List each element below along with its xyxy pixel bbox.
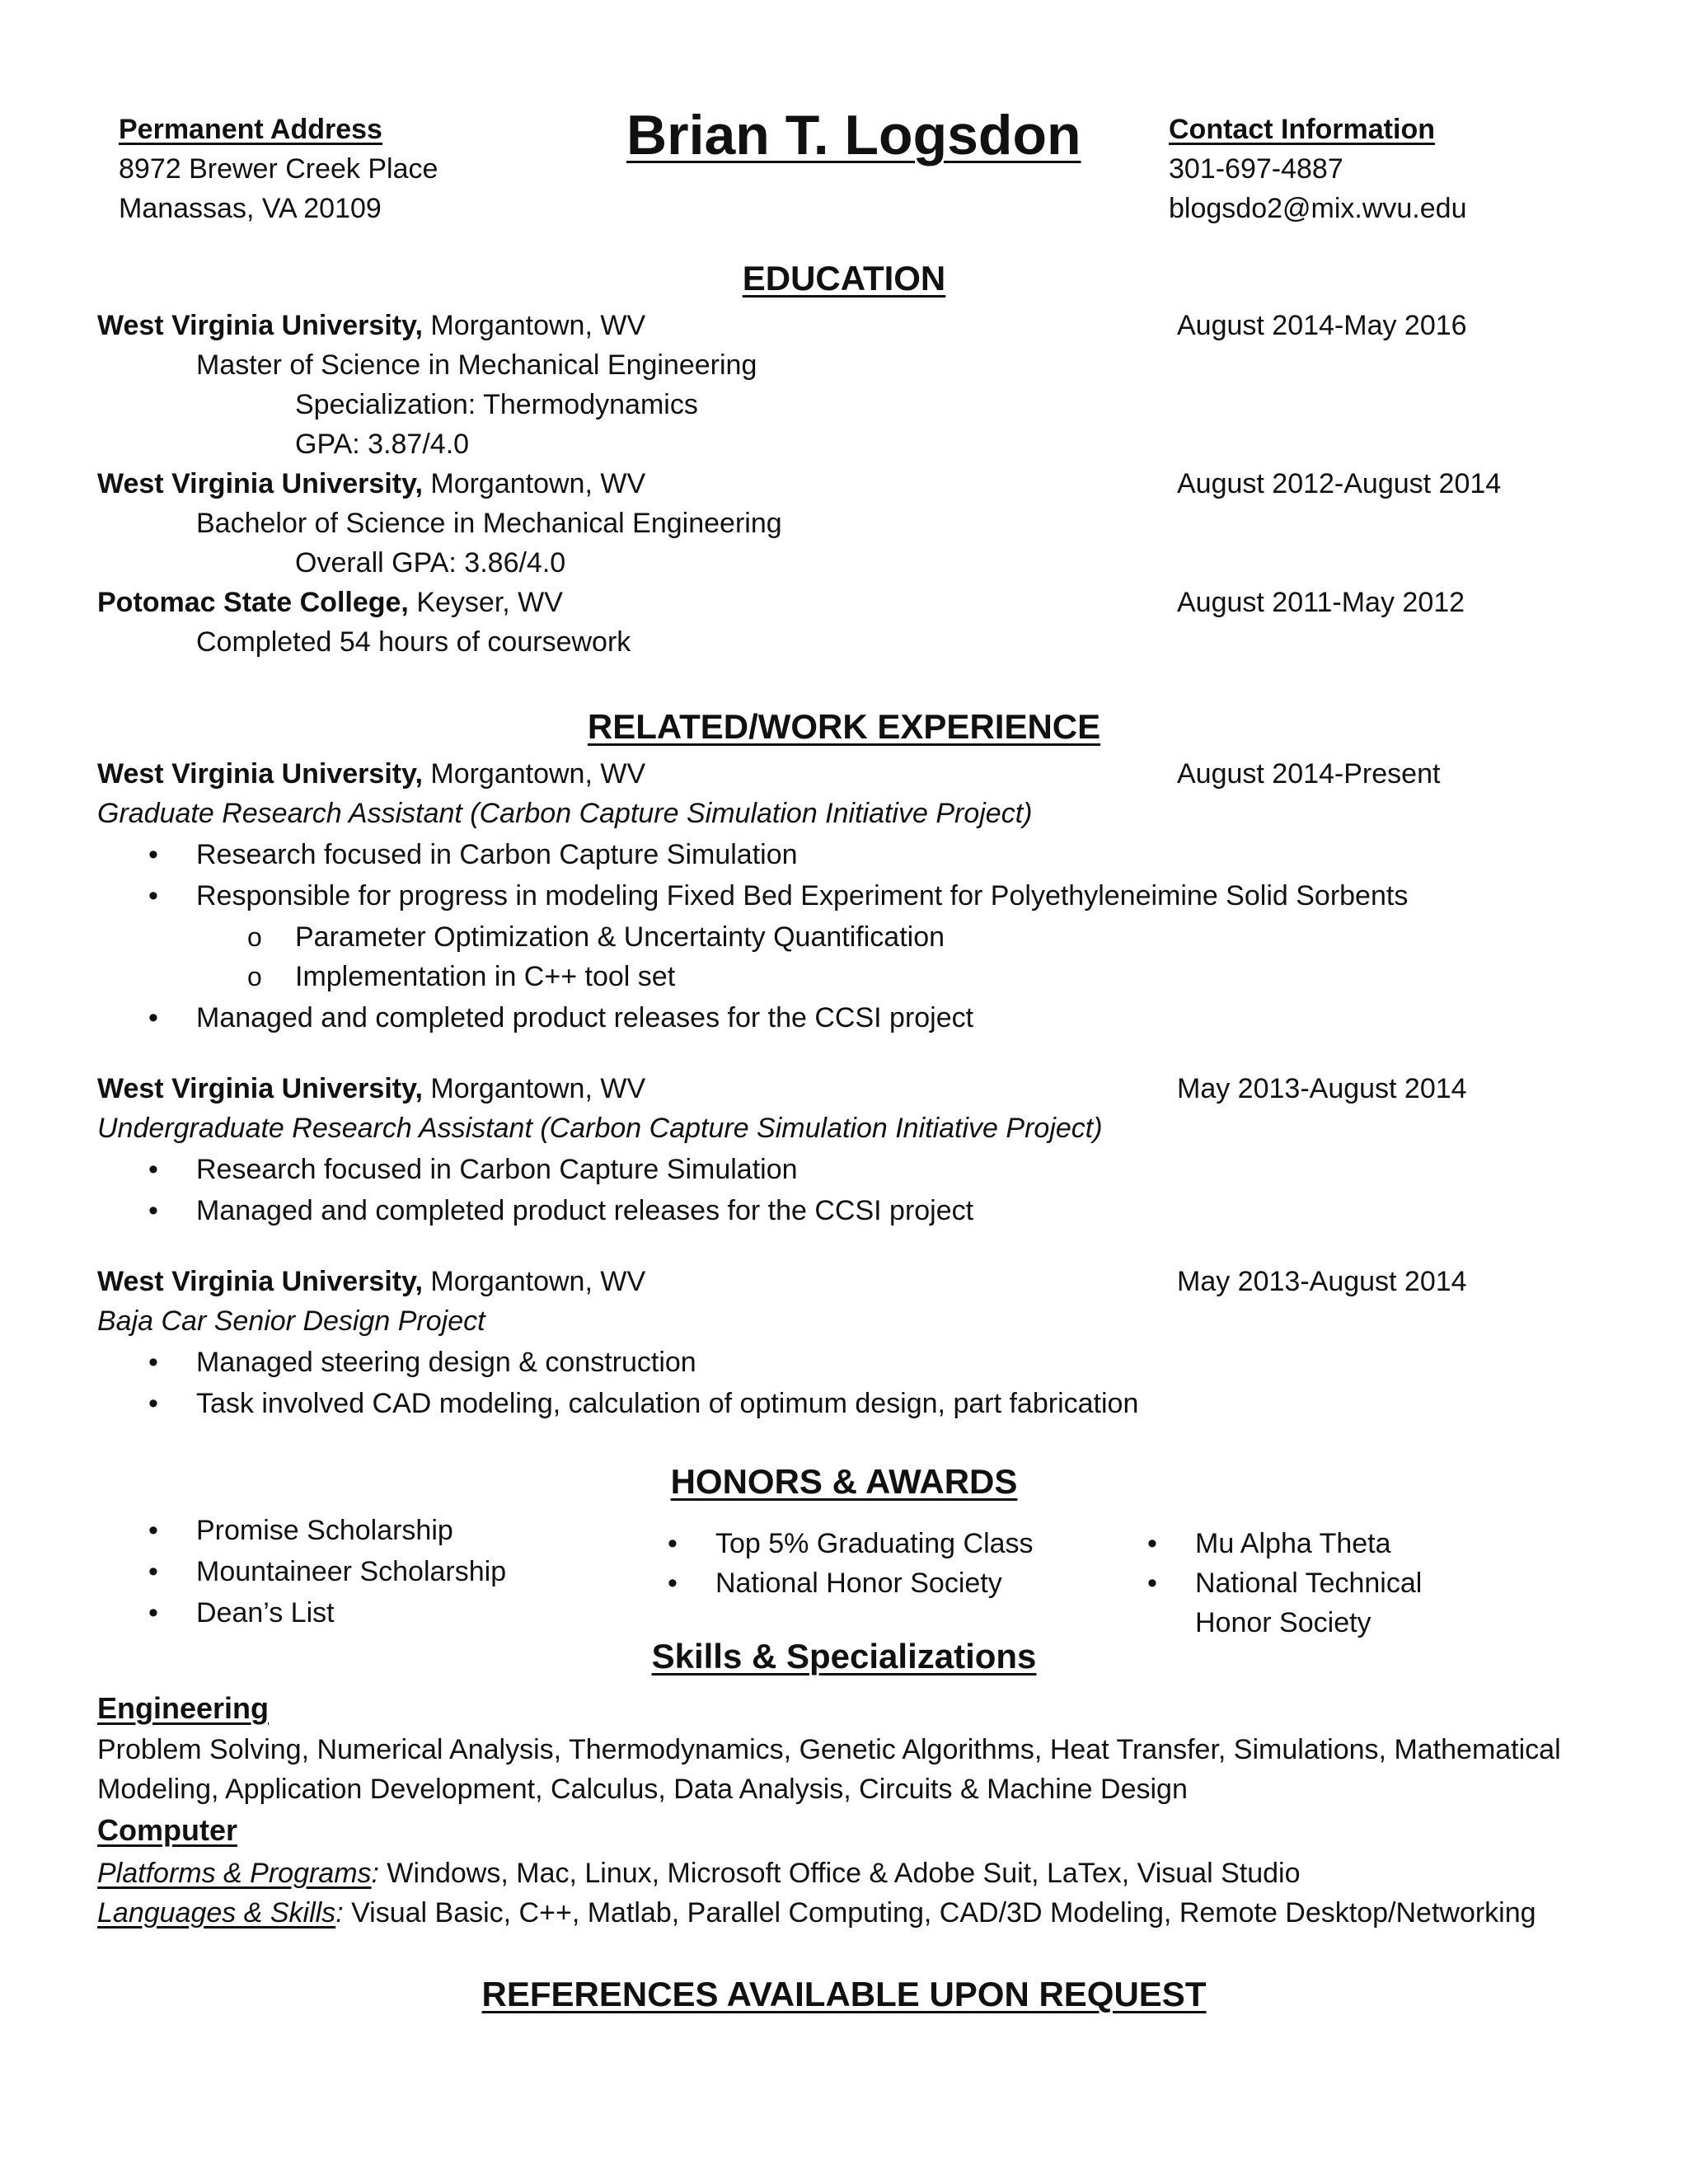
languages-value: Visual Basic, C++, Matlab, Parallel Computing, CAD/3D Modeling, Remote Desktop/Networking [343, 1897, 1536, 1929]
address-label: Permanent Address [119, 114, 382, 145]
honor-item: • Mountaineer Scholarship [196, 1551, 506, 1592]
engineering-label: Engineering [97, 1691, 270, 1725]
job-org: West Virginia University, [97, 1266, 423, 1297]
skills-heading: Skills & Specializations [651, 1637, 1037, 1675]
edu-degree: Completed 54 hours of coursework [196, 626, 631, 658]
honor-item: • Top 5% Graduating Class [715, 1523, 1034, 1564]
edu-location: Morgantown, WV [422, 310, 646, 341]
job-location: Morgantown, WV [422, 758, 646, 790]
job-subbullet: o Implementation in C++ tool set [295, 956, 675, 997]
job-title: Graduate Research Assistant (Carbon Capture Simulation Initiative Project) [97, 798, 1033, 829]
honor-item: • National Technical [1195, 1563, 1422, 1604]
job-bullet: • Managed steering design & construction [196, 1342, 696, 1383]
platforms-value: Windows, Mac, Linux, Microsoft Office & Adobe Suit, LaTex, Visual Studio [378, 1858, 1301, 1889]
edu-school: West Virginia University, [97, 468, 423, 499]
job-1-org-line [97, 753, 645, 794]
edu-location: Morgantown, WV [422, 468, 646, 499]
edu-entry-2-school-line [97, 463, 645, 504]
job-3-org-line [97, 1261, 645, 1302]
job-dates: May 2013-August 2014 [1177, 1073, 1467, 1104]
experience-heading: RELATED/WORK EXPERIENCE [587, 707, 1101, 746]
edu-school: West Virginia University, [97, 310, 423, 341]
job-dates: August 2014-Present [1177, 758, 1441, 790]
edu-gpa: Overall GPA: 3.86/4.0 [295, 547, 566, 579]
engineering-skills-line-1: Problem Solving, Numerical Analysis, Thermodynamics, Genetic Algorithms, Heat Transfer, Simulations, Mathematical [97, 1734, 1561, 1765]
platforms-colon: : [371, 1858, 379, 1889]
job-subbullet: o Parameter Optimization & Uncertainty Quantification [295, 916, 945, 958]
job-bullet: • Task involved CAD modeling, calculation of optimum design, part fabrication [196, 1383, 1138, 1424]
job-2-org-line [97, 1068, 645, 1109]
edu-school: Potomac State College, [97, 587, 409, 618]
languages-colon: : [335, 1897, 344, 1929]
job-location: Morgantown, WV [422, 1073, 646, 1104]
edu-dates: August 2014-May 2016 [1177, 310, 1467, 341]
edu-entry-3-school-line [97, 582, 563, 623]
references-note: REFERENCES AVAILABLE UPON REQUEST [481, 1975, 1207, 2013]
edu-gpa: GPA: 3.87/4.0 [295, 429, 470, 460]
email-address: blogsdo2@mix.wvu.edu [1169, 193, 1467, 224]
phone-number: 301-697-4887 [1169, 153, 1343, 185]
computer-label: Computer [97, 1813, 237, 1847]
address-line-1: 8972 Brewer Creek Place [119, 153, 438, 185]
job-title: Undergraduate Research Assistant (Carbon Capture Simulation Initiative Project) [97, 1113, 1103, 1144]
job-org: West Virginia University, [97, 1073, 423, 1104]
job-org: West Virginia University, [97, 758, 423, 790]
job-dates: May 2013-August 2014 [1177, 1266, 1467, 1297]
languages-label: Languages & Skills [97, 1897, 336, 1929]
resume-name: Brian T. Logsdon [626, 104, 1081, 166]
honor-item: • Promise Scholarship [196, 1510, 453, 1551]
education-heading: EDUCATION [742, 259, 946, 298]
edu-dates: August 2011-May 2012 [1177, 587, 1465, 618]
honors-heading: HONORS & AWARDS [670, 1462, 1018, 1501]
edu-degree: Bachelor of Science in Mechanical Engineering [196, 508, 782, 539]
address-line-2: Manassas, VA 20109 [119, 193, 382, 224]
job-location: Morgantown, WV [422, 1266, 646, 1297]
engineering-skills-line-2: Modeling, Application Development, Calculus, Data Analysis, Circuits & Machine Design [97, 1774, 1188, 1805]
honor-item: • National Honor Society [715, 1563, 1002, 1604]
job-title: Baja Car Senior Design Project [97, 1305, 485, 1337]
edu-dates: August 2012-August 2014 [1177, 468, 1502, 499]
job-bullet: • Research focused in Carbon Capture Simulation [196, 1149, 798, 1190]
edu-entry-1-school-line [97, 305, 645, 346]
platforms-line [97, 1853, 1301, 1894]
job-bullet: • Managed and completed product releases for the CCSI project [196, 1190, 973, 1231]
edu-detail: Specialization: Thermodynamics [295, 389, 698, 420]
job-bullet: • Research focused in Carbon Capture Simulation [196, 834, 798, 875]
platforms-label: Platforms & Programs [97, 1858, 372, 1889]
edu-degree: Master of Science in Mechanical Engineering [196, 349, 757, 381]
languages-line [97, 1892, 1536, 1933]
job-bullet: • Responsible for progress in modeling Fixed Bed Experiment for Polyethyleneimine Solid Sorbents [196, 875, 1408, 916]
honor-item: • Mu Alpha Theta [1195, 1523, 1391, 1564]
contact-label: Contact Information [1169, 114, 1435, 145]
honor-item-continuation: Honor Society [1195, 1607, 1372, 1638]
job-bullet: • Managed and completed product releases for the CCSI project [196, 997, 973, 1038]
edu-location: Keyser, WV [408, 587, 563, 618]
honor-item: • Dean’s List [196, 1592, 335, 1633]
